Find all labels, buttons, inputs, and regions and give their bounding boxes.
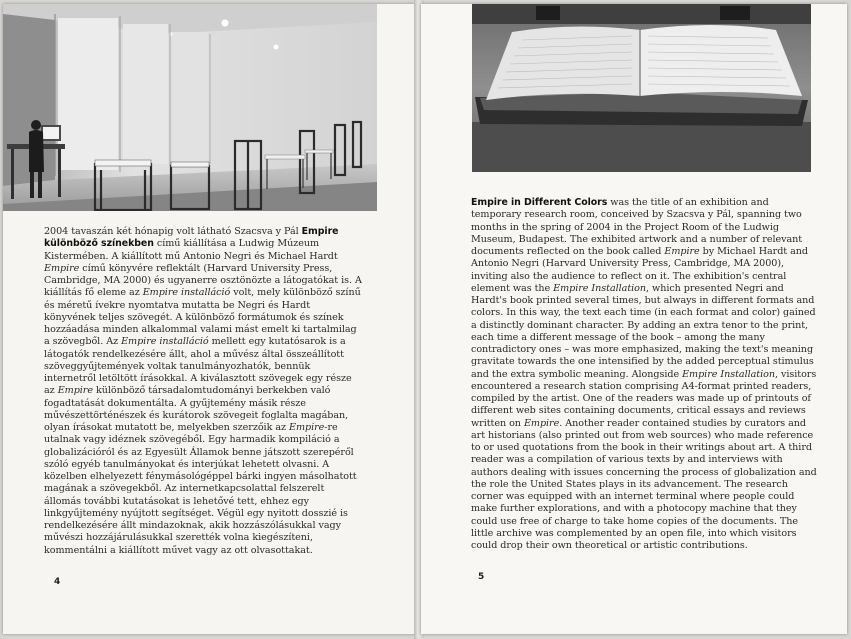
text-run: című könyvére reflektált (Harvard University Press, Cambridge, MA 2000) és ugyanerre osztönözte a látogatókat is. A kiállítás fő eleme az [44,262,362,299]
italic-run: Empire [664,246,700,257]
text-run: was the title of an exhibition and temporary research room, conceived by Szacsva y Pál, spanning two months in the spring of 2004 in the Project Room of the Ludwig Museum, Budapest. The exhibited artwork and a number of relevant documents reflected on the book called [471,197,803,257]
text-run: by Michael Hardt and Antonio Negri (Harvard University Press, Cambridge, MA 2000), inviting also the audience to reflect on it. The exhibition's central element was the [471,246,808,294]
title-run: Empire különböző színekben [44,226,339,250]
text-run: -re utalnak vagy idéznek szövegéből. Egy harmadik kompiláció a globalizációról és az Egyesült Államok benne játszott szerepéről szóló egyéb tanulmányokat és interjúkat lehetett olvasni. A közelben elhelyezett fénymásológéppel bárki ingyen másolhatott magának a szövegekből. Az internetkapcsolattal felszerelt állomás további kutatásokat is lehetővé tett, ehhez egy linkgyűjtemény nyújtott segítséget. Végül egy nyitott dosszié is rendelkezésére állt mindazoknak, akik hozzászólásukkal vagy művészi hozzájárulásukkal szerették volna kiegészíteni, kommentálni a kiállított művet vagy az ott olvasottakat. [44,422,357,556]
italic-run: Empire installáció [121,336,209,348]
italic-run: Empire [289,422,325,433]
left-page [3,4,417,634]
italic-run: Empire installáció [142,287,231,299]
text-run: volt, mely különböző színű és méretű ívekre nyomtatva mutatta be Negri és Hardt könyvének teljes szövegét. A különböző formátumok és színek hozzáadása minden alkalommal valami mást emelt ki tartalmilag a szövegből. Az [44,287,361,348]
italic-run: Empire [57,385,93,397]
text-run: különböző társadalomtudományi berkekben való fogadtatását dokumentálta. A gyűjtemény másik része művészettörténészek és kurátorok szövegeit foglalta magában, olyan írásokat mutatott be, melyekben szerzőik az [44,385,349,433]
text-run: , visitors encountered a research station comprising A4-format printed readers, compiled by the artist. One of the readers was made up of printouts of different web sites containing documents, critical essays and reviews written on [471,368,817,429]
book-installation-photo [472,4,811,172]
text-run: mellett egy kutatósarok is a látogatók rendelkezésére állt, ahol a művész által összeállított szöveggyűjtemények voltak tanulmányozhatók, bennük internetről letöltött írásokkal. A kiválasztott szövegek egy része az [44,336,352,397]
intro-paragraph-hu [44,226,364,557]
italic-run: Empire Installation [553,282,647,294]
right-page [421,4,847,634]
text-run: . Another reader contained studies by curators and art historians (also printed out from web sources) who made reference to or used quotations from the book in their writings about art. A third reader was a compilation of various texts by and interviews with authors dealing with issues concerning the process of globalization and the role the United States plays in its advancement. The research corner was equipped with an internet terminal where people could make further explorations, and with a photocopy machine that they could use free of charge to take home copies of the documents. The little archive was complemented by an open file, into which visitors could drop their own theoretical or artistic contributions. [471,417,817,551]
text-run: 2004 tavaszán két hónapig volt látható Szacsva y Pál [44,226,302,237]
title-run: Empire in Different Colors [471,197,608,208]
page-number: 5 [478,572,485,582]
text-run: című kiállítása a Ludwig Múzeum Kistermében. A kiállított mű Antonio Negri és Michael Hardt [44,238,338,262]
italic-run: Empire Installation [682,368,775,380]
text-run: , which presented Negri and Hardt's book printed several times, but always in different formats and colors. In this way, the text each time (in each format and color) gained a distinctly dominant character. By adding an extra tenor to the print, each time a different message of the book – among the many contradictory ones – was more emphasized, making the text's meaning gravitate towards the one intensified by the added perceptual stimulus and the extra symbolic meaning. Alongside [471,282,816,380]
gallery-photo [3,4,377,211]
italic-run: Empire [523,417,560,429]
italic-run: Empire [44,262,80,274]
page-number: 4 [54,577,61,587]
intro-paragraph-en [471,197,821,552]
